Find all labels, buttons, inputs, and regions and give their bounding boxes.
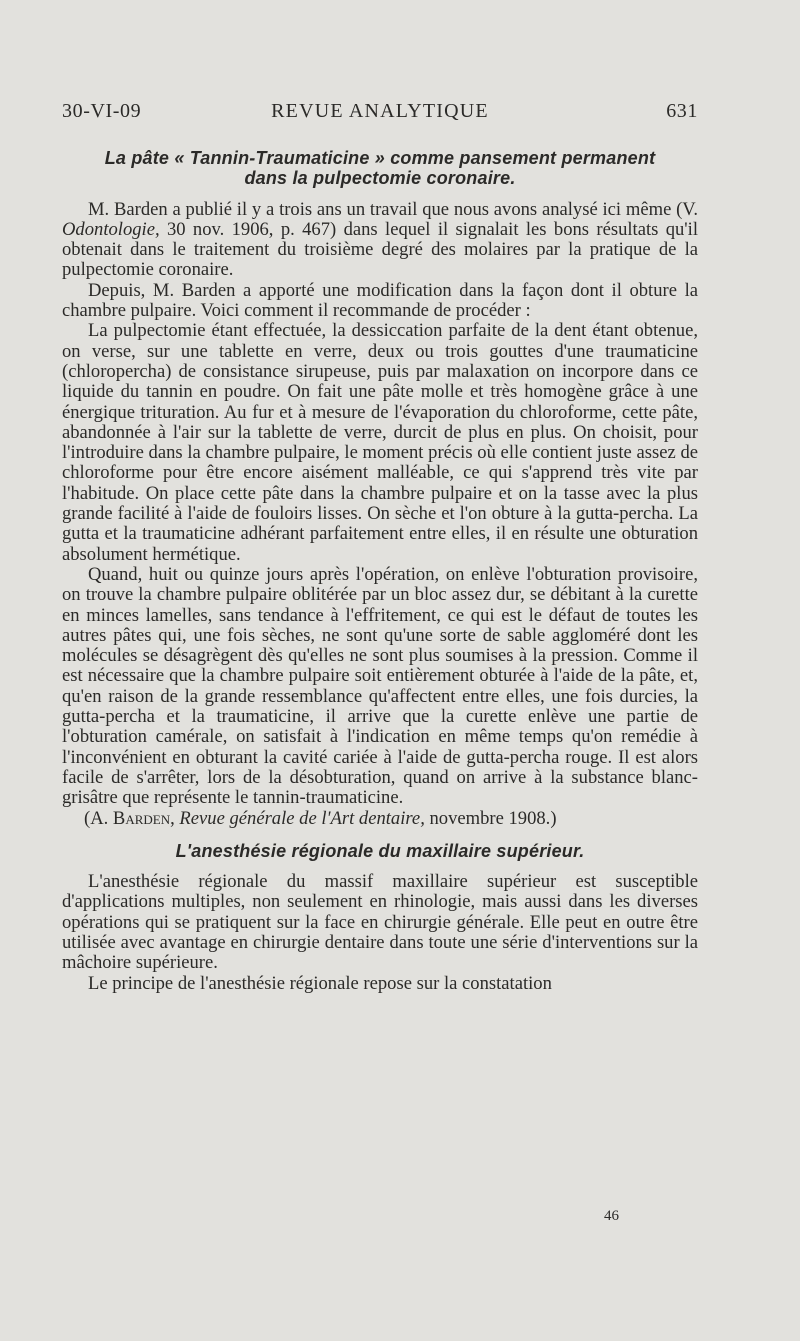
journal-section-title: REVUE ANALYTIQUE bbox=[271, 100, 489, 122]
source-reference bbox=[62, 809, 698, 829]
reference-text: , bbox=[170, 807, 180, 829]
paragraph: Depuis, M. Barden a apporté une modification dans la façon dont il obture la chambre pulpaire. Voici comment il recommande de procéder : bbox=[62, 279, 698, 322]
article-title-line-1: La pâte « Tannin-Traumaticine » comme pansement permanent bbox=[104, 148, 656, 168]
running-head bbox=[62, 100, 698, 130]
paragraph: La pulpectomie étant effectuée, la dessiccation parfaite de la dent étant obtenue, on verse, sur une tablette en verre, deux ou trois gouttes d'une traumaticine (chloropercha) de consistance sirupeuse, puis par malaxation on incorpore dans ce liquide du tannin en poudre. On fait une pâte molle et très homogène grâce à une énergique trituration. Au fur et à mesure de l'évaporation du chloroforme, cette pâte, abandonnée à l'air sur la tablette de verre, durcit de plus en plus. On choisit, pour l'introduire dans la chambre pulpaire, le moment précis où elle contient juste assez de chloroforme pour être encore aisément malléable, ce qui s'apprend très vite par l'habitude. On place cette pâte dans la chambre pulpaire et on la tasse avec la plus grande facilité à l'aide de fouloirs lisses. On sèche et l'on obture à la gutta-percha. La gutta et la traumaticine adhérant parfaitement entre elles, il en résulte une obturation absolument hermétique. bbox=[62, 320, 698, 565]
article-title: L'anesthésie régionale du maxillaire supérieur. bbox=[175, 840, 585, 861]
journal-name: Odontologie, bbox=[62, 218, 160, 240]
page-number: 631 bbox=[666, 100, 698, 122]
reference-journal: Revue générale de l'Art dentaire, bbox=[179, 807, 425, 829]
issue-date: 30-VI-09 bbox=[62, 100, 142, 122]
reference-author: Barden bbox=[112, 807, 171, 829]
page-body bbox=[62, 148, 698, 994]
article-title-line-2: dans la pulpectomie coronaire. bbox=[244, 168, 516, 189]
paragraph: Quand, huit ou quinze jours après l'opération, on enlève l'obturation provisoire, on trouve la chambre pulpaire oblitérée par un bloc assez dur, se débitant à la curette en minces lamelles, sans tendance à l'effritement, ce qui est le défaut de toutes les autres pâtes qui, une fois sèches, ne sont qu'une sorte de sable aggloméré dont les molécules se désagrègent dès qu'elles ne sont plus soumises à la pression. Comme il est nécessaire que la chambre pulpaire soit entièrement obturée à l'aide de la pâte, et, qu'en raison de la grande ressemblance qu'affectent entre elles, une fois durcies, la gutta-percha et la traumaticine, il arrive que la curette enlève une partie de l'obturation camérale, on satisfait à l'indication en même temps qu'on remédie à l'inconvénient en obturant la cavité cariée à l'aide de gutta-percha rouge. Il est alors facile de s'arrêter, lors de la désobturation, quand on arrive à la substance blanc-grisâtre que représente le tannin-traumaticine. bbox=[62, 563, 698, 809]
paragraph-text: 30 nov. 1906, p. 467) dans lequel il signalait les bons résultats qu'il obtenait dans le traitement du troisième degré des molaires par la pratique de la pulpectomie coronaire. bbox=[62, 218, 698, 281]
reference-text: (A. bbox=[84, 807, 113, 829]
printer-signature: 46 bbox=[604, 1208, 619, 1224]
paragraph: Le principe de l'anesthésie régionale repose sur la constatation bbox=[88, 972, 552, 994]
paragraph bbox=[62, 200, 698, 281]
paragraph: L'anesthésie régionale du massif maxillaire supérieur est susceptible d'applications multiples, non seulement en rhinologie, mais aussi dans les diverses opérations qui se pratiquent sur la face en chirurgie générale. Elle peut en outre être utilisée avec avantage en chirurgie dentaire dans toute une série d'interventions sur la mâchoire supérieure. bbox=[62, 871, 698, 974]
article-title bbox=[62, 148, 698, 189]
paragraph-text: M. Barden a publié il y a trois ans un travail que nous avons analysé ici même (V. bbox=[88, 198, 698, 220]
reference-text: novembre 1908.) bbox=[424, 807, 557, 829]
